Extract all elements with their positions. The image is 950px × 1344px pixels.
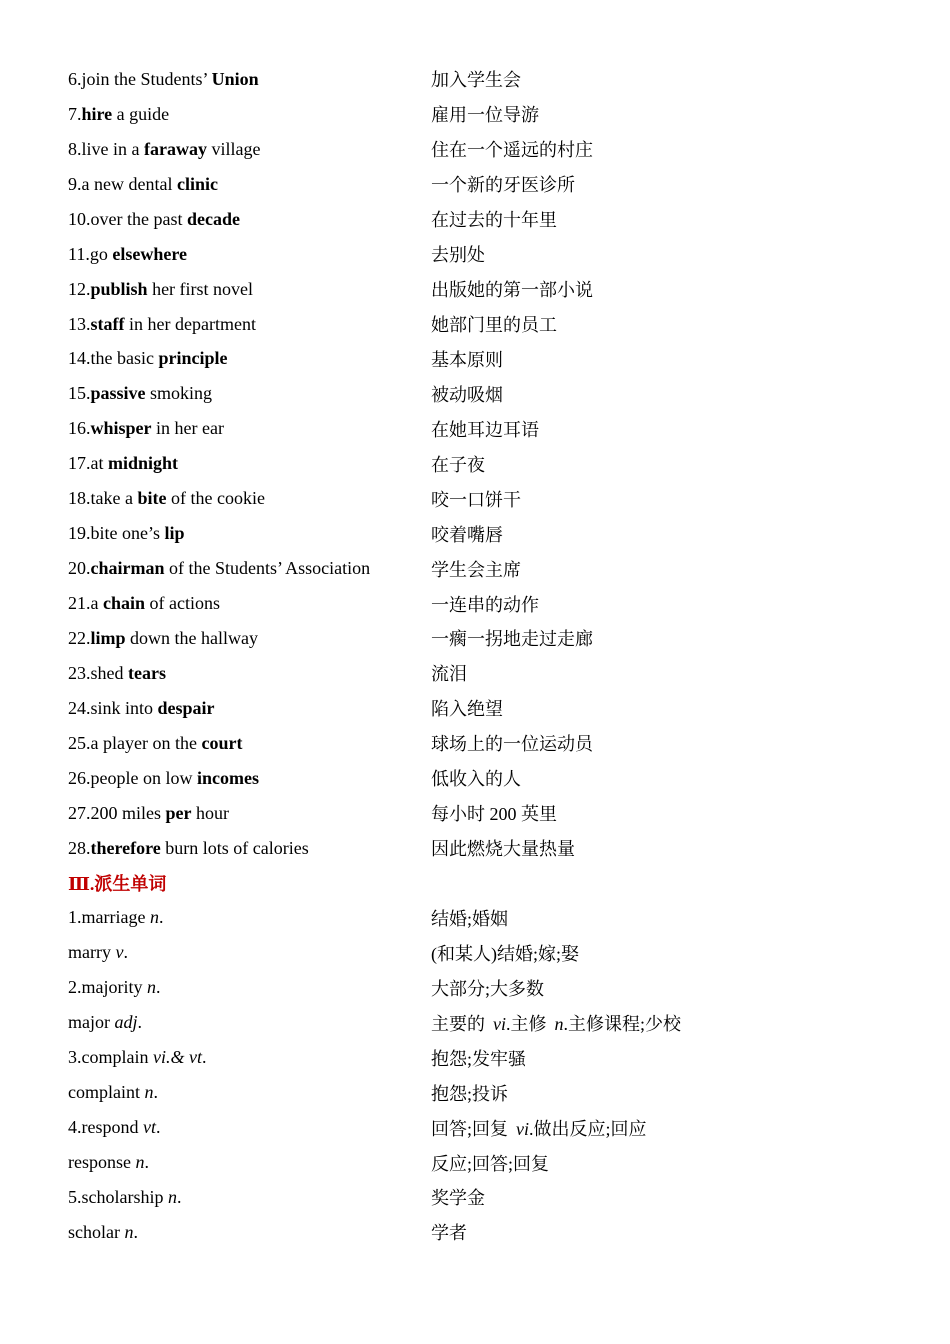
- phrase-number: 24.: [68, 697, 91, 718]
- meaning-text: .主修课程;少校: [563, 1013, 682, 1034]
- phrase-chinese: 每小时 200 英里: [431, 804, 557, 825]
- derived-row: [68, 1145, 888, 1180]
- phrase-chinese: 雇用一位导游: [431, 105, 539, 126]
- phrase-row: [68, 62, 888, 97]
- phrase-keyword: limp: [90, 627, 126, 648]
- meaning-text: .做出反应;回应: [529, 1118, 647, 1139]
- derived-chinese: [431, 1045, 526, 1071]
- phrase-row: [68, 272, 888, 307]
- derived-chinese: [431, 1115, 647, 1141]
- phrase-keyword: therefore: [90, 837, 161, 858]
- phrase-keyword: Union: [211, 68, 259, 89]
- pos-period: .: [156, 1117, 161, 1138]
- phrase-number: 20.: [68, 558, 91, 579]
- phrase-number: 18.: [68, 488, 91, 509]
- phrase-keyword: bite: [137, 488, 167, 509]
- phrase-english: [68, 314, 431, 335]
- derived-word: 3.complain: [68, 1047, 149, 1068]
- phrase-row: [68, 411, 888, 446]
- part-of-speech: n: [135, 1152, 145, 1173]
- phrase-text-before: shed: [90, 662, 128, 683]
- phrase-text-before: bite one’s: [90, 523, 165, 544]
- pos-period: .: [176, 1186, 182, 1207]
- derived-word: 5.scholarship: [68, 1186, 164, 1207]
- phrase-chinese: 咬着嘴唇: [431, 524, 503, 545]
- derived-word: 2.majority: [68, 977, 143, 998]
- part-of-speech: n: [124, 1221, 134, 1242]
- meaning-text: .主修: [506, 1013, 547, 1034]
- phrase-number: 13.: [68, 313, 91, 334]
- derived-chinese: [431, 940, 579, 966]
- phrase-keyword: faraway: [143, 138, 207, 159]
- part-of-speech: v: [115, 942, 124, 963]
- phrase-english: [68, 348, 431, 369]
- part-of-speech: vi.& vt: [152, 1047, 202, 1068]
- phrase-english: [68, 174, 431, 195]
- phrase-text-after: of actions: [145, 593, 220, 614]
- phrase-number: 21.: [68, 593, 91, 614]
- derived-word: 4.respond: [68, 1117, 139, 1138]
- derived-row: [68, 1040, 888, 1075]
- pos-period: .: [153, 1082, 158, 1103]
- derived-row: [68, 935, 888, 970]
- phrase-number: 15.: [68, 383, 91, 404]
- phrase-number: 8.: [68, 138, 82, 159]
- derived-word-list: [68, 901, 888, 1250]
- phrase-keyword: passive: [90, 383, 146, 404]
- phrase-row: [68, 796, 888, 831]
- phrase-english: [68, 698, 431, 719]
- phrase-text-after: in her department: [124, 313, 256, 334]
- meaning-text: 反应;回答;回复: [431, 1153, 550, 1174]
- phrase-row: [68, 446, 888, 481]
- phrase-english: [68, 69, 431, 90]
- part-of-speech: vi: [493, 1013, 506, 1034]
- phrase-row: [68, 481, 888, 516]
- phrase-chinese: 在她耳边耳语: [431, 419, 539, 440]
- phrase-number: 22.: [68, 627, 91, 648]
- phrase-row: [68, 516, 888, 551]
- derived-word: marry: [68, 942, 111, 963]
- phrase-english: [68, 628, 431, 649]
- part-of-speech: n: [554, 1013, 564, 1034]
- pos-period: .: [133, 1221, 138, 1242]
- derived-word: response: [68, 1152, 131, 1173]
- phrase-english: [68, 803, 431, 824]
- phrase-keyword: hire: [81, 103, 113, 124]
- part-of-speech: vt: [143, 1117, 156, 1138]
- phrase-chinese: 在过去的十年里: [431, 210, 557, 231]
- phrase-chinese: 她部门里的员工: [431, 315, 557, 336]
- derived-english: [68, 1152, 431, 1173]
- phrase-text-after: smoking: [145, 383, 213, 404]
- phrase-keyword: staff: [90, 313, 125, 334]
- pos-period: .: [201, 1047, 207, 1068]
- phrase-keyword: principle: [158, 348, 228, 369]
- phrase-chinese: 陷入绝望: [431, 699, 503, 720]
- meaning-text: 结婚;婚姻: [431, 908, 509, 929]
- phrase-text-before: sink into: [90, 697, 158, 718]
- pos-period: .: [123, 942, 128, 963]
- part-of-speech: vi: [516, 1118, 530, 1139]
- part-of-speech: n: [144, 1082, 154, 1103]
- phrase-row: [68, 376, 888, 411]
- derived-row: [68, 1110, 888, 1145]
- phrase-number: 25.: [68, 732, 91, 753]
- derived-word: complaint: [68, 1082, 140, 1103]
- meaning-text: 回答;回复: [431, 1118, 509, 1139]
- derived-chinese: [431, 1219, 467, 1245]
- pos-period: .: [158, 907, 164, 928]
- phrase-text-after: village: [206, 138, 261, 159]
- phrase-english: [68, 838, 431, 859]
- phrase-text-after: her first novel: [147, 278, 254, 299]
- phrase-chinese: 一个新的牙医诊所: [431, 175, 575, 196]
- derived-english: [68, 1117, 431, 1138]
- part-of-speech: adj: [114, 1012, 138, 1033]
- phrase-text-after: burn lots of calories: [160, 837, 309, 858]
- phrase-english: [68, 209, 431, 230]
- phrase-row: [68, 342, 888, 377]
- meaning-text: 主要的: [431, 1013, 485, 1034]
- phrase-row: [68, 237, 888, 272]
- phrase-text-after: a guide: [112, 103, 170, 124]
- derived-chinese: [431, 975, 544, 1001]
- phrase-chinese: 流泪: [431, 664, 467, 685]
- phrase-row: [68, 621, 888, 656]
- meaning-text: (和某人)结婚;嫁;娶: [431, 943, 579, 964]
- phrase-text-before: people on low: [90, 767, 197, 788]
- phrase-english: [68, 418, 431, 439]
- phrase-english: [68, 663, 431, 684]
- phrase-english: [68, 593, 431, 614]
- pos-period: .: [144, 1152, 149, 1173]
- derived-chinese: [431, 1184, 485, 1210]
- derived-row: [68, 1075, 888, 1110]
- phrase-keyword: incomes: [196, 767, 259, 788]
- phrase-row: [68, 167, 888, 202]
- pos-period: .: [137, 1012, 143, 1033]
- derived-english: [68, 1047, 431, 1068]
- derived-chinese: [431, 1080, 508, 1106]
- meaning-text: 奖学金: [431, 1188, 485, 1209]
- phrase-text-before: 200 miles: [90, 802, 166, 823]
- phrase-text-after: hour: [191, 802, 229, 823]
- phrase-chinese: 学生会主席: [431, 559, 521, 580]
- phrase-number: 7.: [68, 103, 82, 124]
- phrase-english: [68, 139, 431, 160]
- phrase-text-before: at: [90, 453, 108, 474]
- phrase-english: [68, 104, 431, 125]
- phrase-keyword: chain: [103, 593, 146, 614]
- derived-row: [68, 1215, 888, 1250]
- phrase-chinese: 低收入的人: [431, 769, 521, 790]
- phrase-number: 17.: [68, 453, 91, 474]
- derived-english: [68, 977, 431, 998]
- derived-word: scholar: [68, 1221, 120, 1242]
- phrase-chinese: 基本原则: [431, 349, 503, 370]
- phrase-number: 12.: [68, 278, 91, 299]
- phrase-chinese: 咬一口饼干: [431, 489, 521, 510]
- phrase-row: [68, 761, 888, 796]
- phrase-list: [68, 62, 888, 866]
- phrase-english: [68, 453, 431, 474]
- phrase-number: 14.: [68, 348, 91, 369]
- phrase-text-before: live in a: [81, 138, 144, 159]
- meaning-text: 学者: [431, 1223, 467, 1244]
- phrase-english: [68, 523, 431, 544]
- phrase-keyword: publish: [90, 278, 148, 299]
- part-of-speech: n: [167, 1186, 177, 1207]
- phrase-keyword: clinic: [176, 173, 218, 194]
- phrase-text-before: a new dental: [81, 173, 177, 194]
- pos-period: .: [156, 977, 161, 998]
- derived-word: major: [68, 1012, 110, 1033]
- phrase-chinese: 一瘸一拐地走过走廊: [431, 629, 593, 650]
- derived-chinese: [431, 1010, 681, 1036]
- phrase-chinese: 住在一个遥远的村庄: [431, 140, 593, 161]
- phrase-chinese: 加入学生会: [431, 70, 521, 91]
- section-heading: Ⅲ.派生单词: [68, 874, 167, 895]
- phrase-row: [68, 831, 888, 866]
- phrase-number: 11.: [68, 243, 90, 264]
- phrase-keyword: per: [165, 802, 192, 823]
- derived-word: 1.marriage: [68, 907, 146, 928]
- phrase-keyword: decade: [186, 208, 240, 229]
- phrase-number: 16.: [68, 418, 91, 439]
- derived-row: [68, 1180, 888, 1215]
- phrase-text-after: in her ear: [151, 418, 224, 439]
- phrase-english: [68, 383, 431, 404]
- phrase-english: [68, 488, 431, 509]
- phrase-chinese: 因此燃烧大量热量: [431, 839, 575, 860]
- phrase-keyword: elsewhere: [112, 243, 187, 264]
- phrase-number: 10.: [68, 208, 91, 229]
- phrase-row: [68, 97, 888, 132]
- derived-english: [68, 942, 431, 963]
- phrase-chinese: 在子夜: [431, 454, 485, 475]
- phrase-keyword: despair: [157, 697, 215, 718]
- phrase-keyword: whisper: [90, 418, 152, 439]
- phrase-english: [68, 768, 431, 789]
- derived-row: [68, 901, 888, 936]
- phrase-row: [68, 307, 888, 342]
- phrase-keyword: lip: [164, 523, 185, 544]
- phrase-chinese: 被动吸烟: [431, 384, 503, 405]
- phrase-number: 6.: [68, 68, 82, 89]
- phrase-row: [68, 586, 888, 621]
- phrase-row: [68, 132, 888, 167]
- phrase-english: [68, 244, 431, 265]
- phrase-text-before: go: [89, 243, 113, 264]
- phrase-number: 9.: [68, 173, 82, 194]
- section-heading-row: [68, 866, 888, 901]
- phrase-number: 19.: [68, 523, 91, 544]
- phrase-text-after: of the Students’ Association: [164, 558, 371, 579]
- phrase-keyword: tears: [128, 662, 166, 683]
- phrase-row: [68, 202, 888, 237]
- phrase-row: [68, 726, 888, 761]
- derived-chinese: [431, 1150, 549, 1176]
- derived-english: [68, 907, 431, 928]
- phrase-text-after: of the cookie: [166, 488, 265, 509]
- meaning-text: 大部分;大多数: [431, 978, 545, 999]
- phrase-keyword: chairman: [90, 558, 165, 579]
- phrase-row: [68, 656, 888, 691]
- part-of-speech: n: [149, 907, 159, 928]
- phrase-keyword: court: [201, 732, 243, 753]
- phrase-number: 23.: [68, 662, 91, 683]
- phrase-number: 28.: [68, 837, 91, 858]
- phrase-english: [68, 279, 431, 300]
- phrase-text-before: take a: [90, 488, 138, 509]
- phrase-text-before: join the Students’: [81, 68, 212, 89]
- derived-english: [68, 1187, 431, 1208]
- derived-chinese: [431, 905, 508, 931]
- phrase-keyword: midnight: [108, 453, 179, 474]
- phrase-text-before: a player on the: [90, 732, 202, 753]
- phrase-chinese: 去别处: [431, 245, 485, 266]
- derived-row: [68, 970, 888, 1005]
- derived-english: [68, 1222, 431, 1243]
- phrase-english: [68, 558, 431, 579]
- vocabulary-document: [68, 62, 888, 1250]
- phrase-chinese: 球场上的一位运动员: [431, 734, 593, 755]
- meaning-text: 抱怨;发牢骚: [431, 1048, 527, 1069]
- phrase-text-before: the basic: [90, 348, 159, 369]
- derived-english: [68, 1012, 431, 1033]
- phrase-text-after: down the hallway: [125, 627, 258, 648]
- phrase-row: [68, 551, 888, 586]
- phrase-number: 27.: [68, 802, 91, 823]
- meaning-text: 抱怨;投诉: [431, 1083, 509, 1104]
- phrase-english: [68, 733, 431, 754]
- derived-english: [68, 1082, 431, 1103]
- phrase-text-before: a: [90, 593, 103, 614]
- phrase-chinese: 一连串的动作: [431, 594, 539, 615]
- derived-row: [68, 1005, 888, 1040]
- phrase-row: [68, 691, 888, 726]
- part-of-speech: n: [147, 977, 156, 998]
- phrase-number: 26.: [68, 767, 91, 788]
- phrase-chinese: 出版她的第一部小说: [431, 280, 593, 301]
- phrase-text-before: over the past: [90, 208, 187, 229]
